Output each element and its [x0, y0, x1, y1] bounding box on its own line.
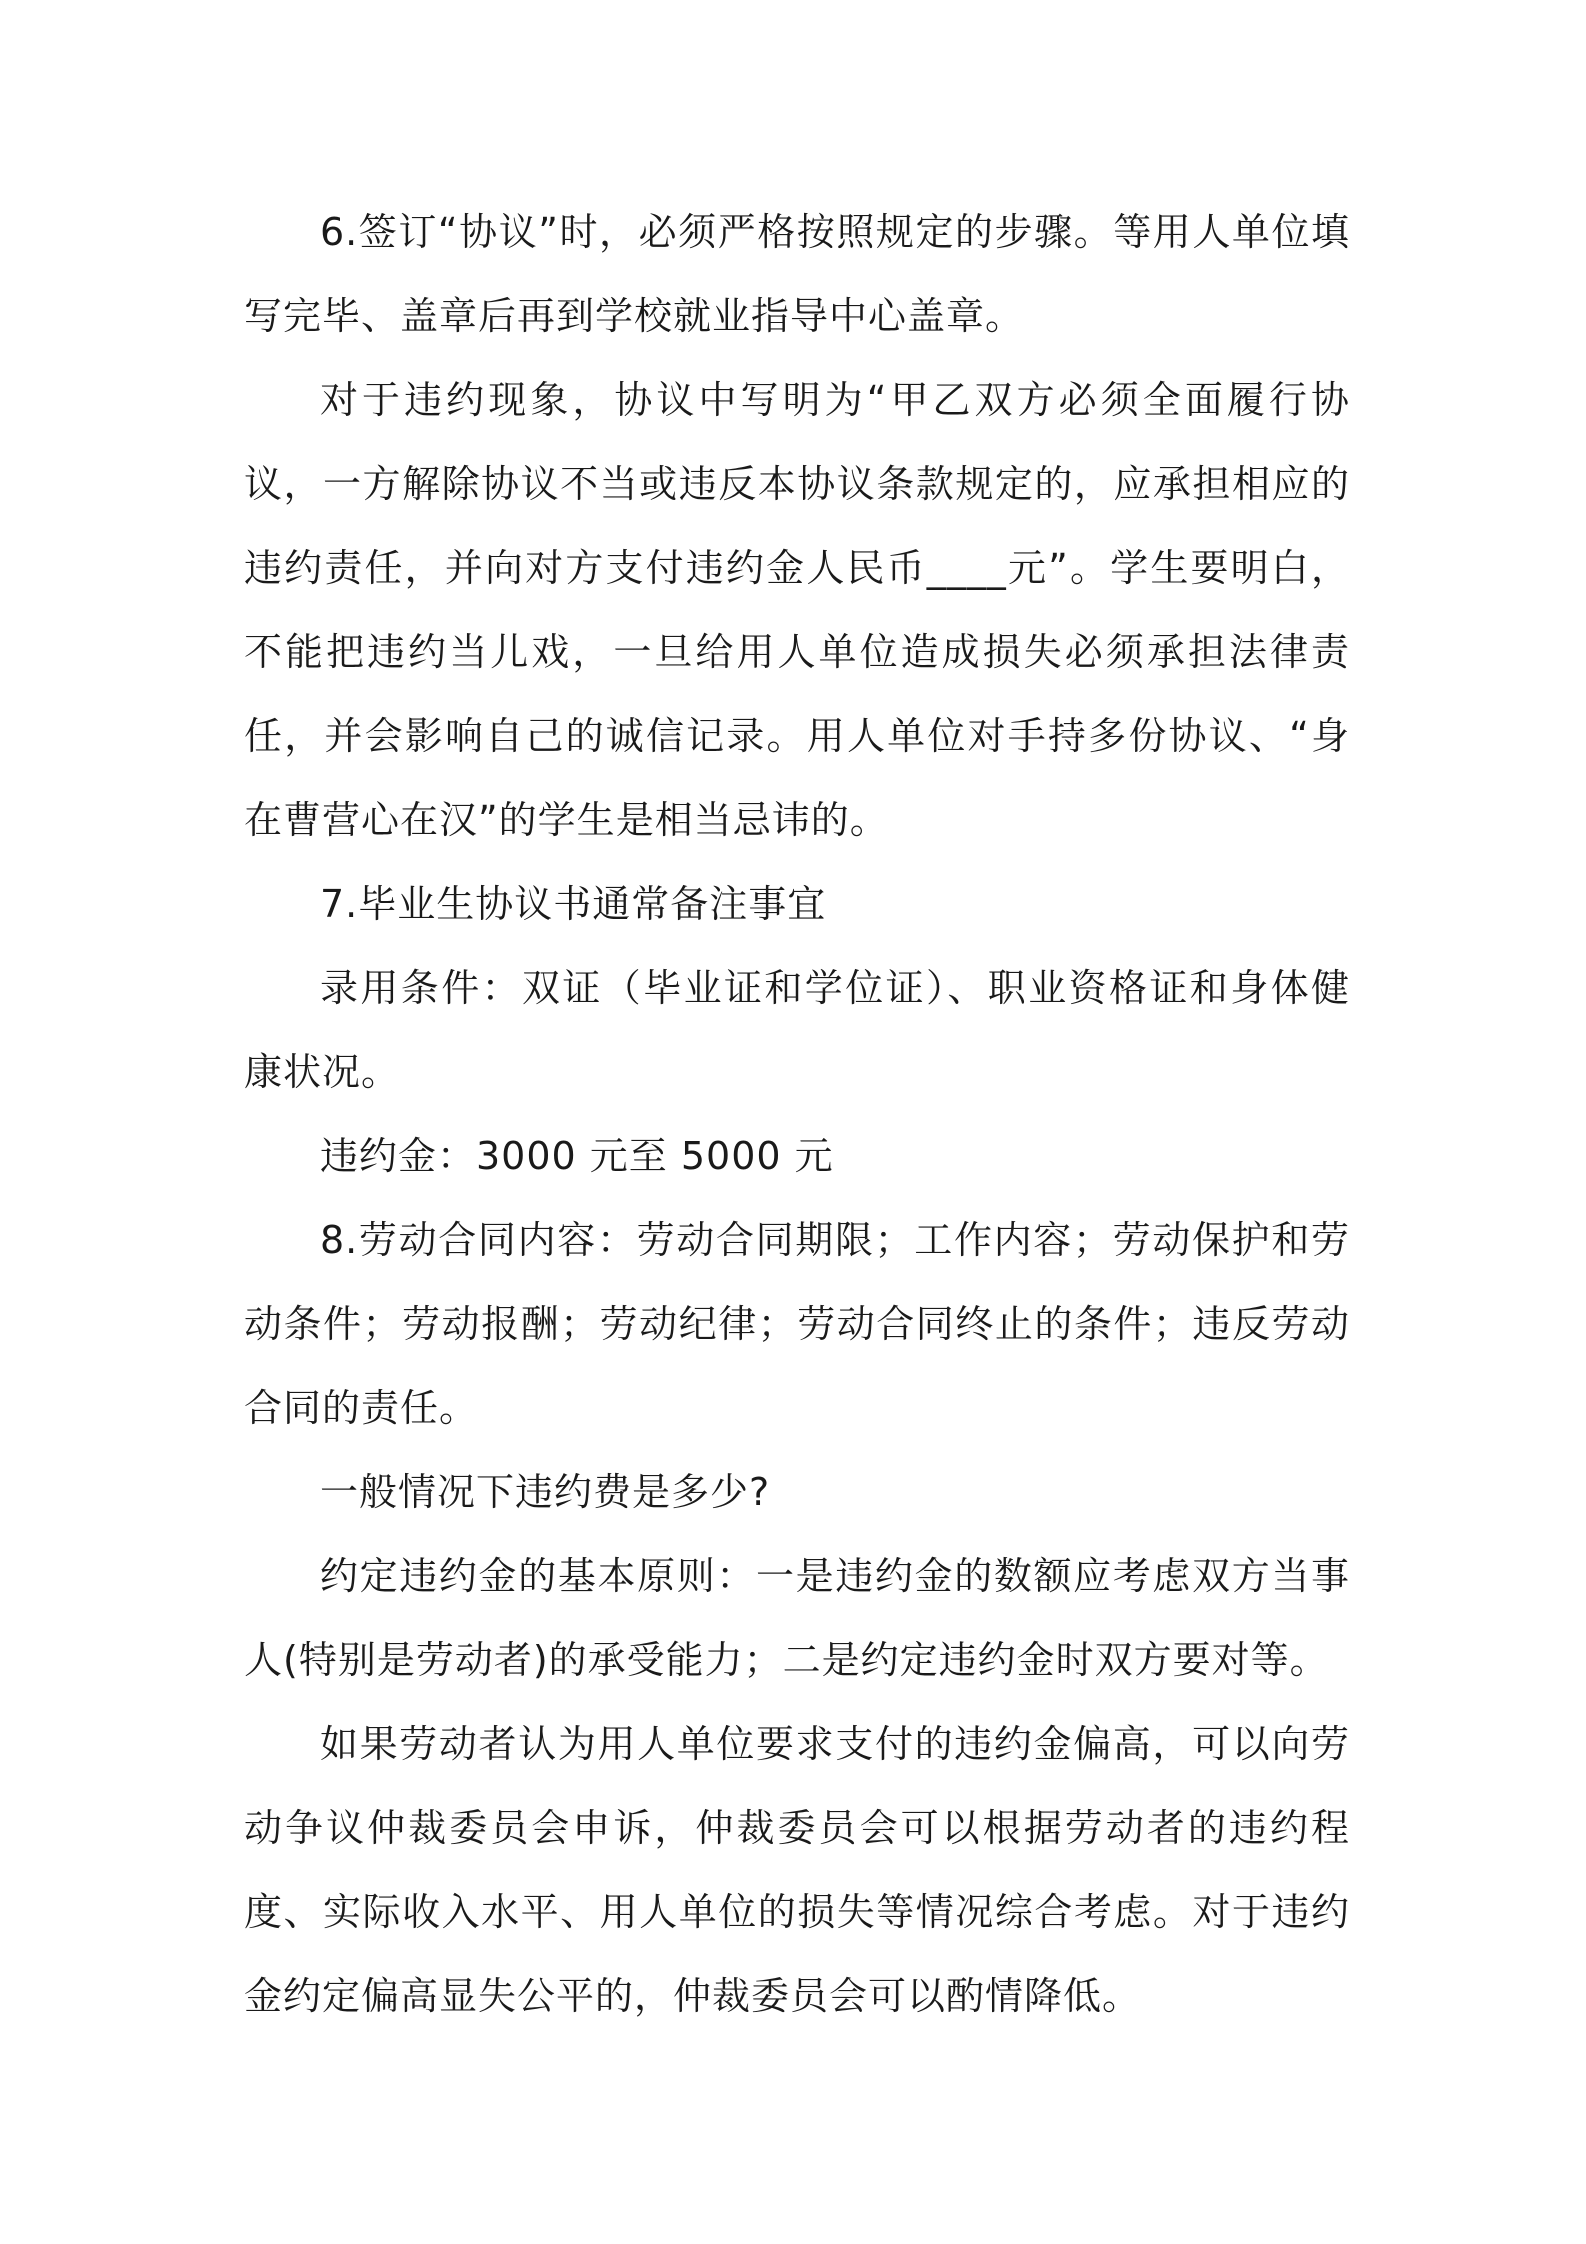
paragraph-signing-steps: 6.签订“协议”时，必须严格按照规定的步骤。等用人单位填写完毕、盖章后再到学校就业指导中心盖章。 — [244, 210, 1350, 338]
paragraph-labor-contract-content: 8.劳动合同内容：劳动合同期限；工作内容；劳动保护和劳动条件；劳动报酬；劳动纪律；劳动合同终止的条件；违反劳动合同的责任。 — [244, 1218, 1350, 1430]
paragraph-agreement-notes-heading: 7.毕业生协议书通常备注事宜 — [320, 882, 827, 926]
paragraph-question-penalty: 一般情况下违约费是多少? — [320, 1470, 771, 1514]
paragraph-arbitration: 如果劳动者认为用人单位要求支付的违约金偏高，可以向劳动争议仲裁委员会申诉，仲裁委员会可以根据劳动者的违约程度、实际收入水平、用人单位的损失等情况综合考虑。对于违约金约定偏高显失公平的，仲裁委员会可以酌情降低。 — [244, 1722, 1350, 2018]
paragraph-penalty-amount: 违约金：3000 元至 5000 元 — [320, 1134, 834, 1178]
paragraph-hiring-conditions: 录用条件：双证（毕业证和学位证）、职业资格证和身体健康状况。 — [244, 966, 1350, 1094]
paragraph-basic-principles: 约定违约金的基本原则：一是违约金的数额应考虑双方当事人(特别是劳动者)的承受能力；二是约定违约金时双方要对等。 — [244, 1554, 1350, 1682]
paragraph-breach-of-contract: 对于违约现象，协议中写明为“甲乙双方必须全面履行协议，一方解除协议不当或违反本协议条款规定的，应承担相应的违约责任，并向对方支付违约金人民币____元”。学生要明白，不能把违约当儿戏，一旦给用人单位造成损失必须承担法律责任，并会影响自己的诚信记录。用人单位对手持多份协议、“身在曹营心在汉”的学生是相当忌讳的。 — [244, 378, 1350, 842]
